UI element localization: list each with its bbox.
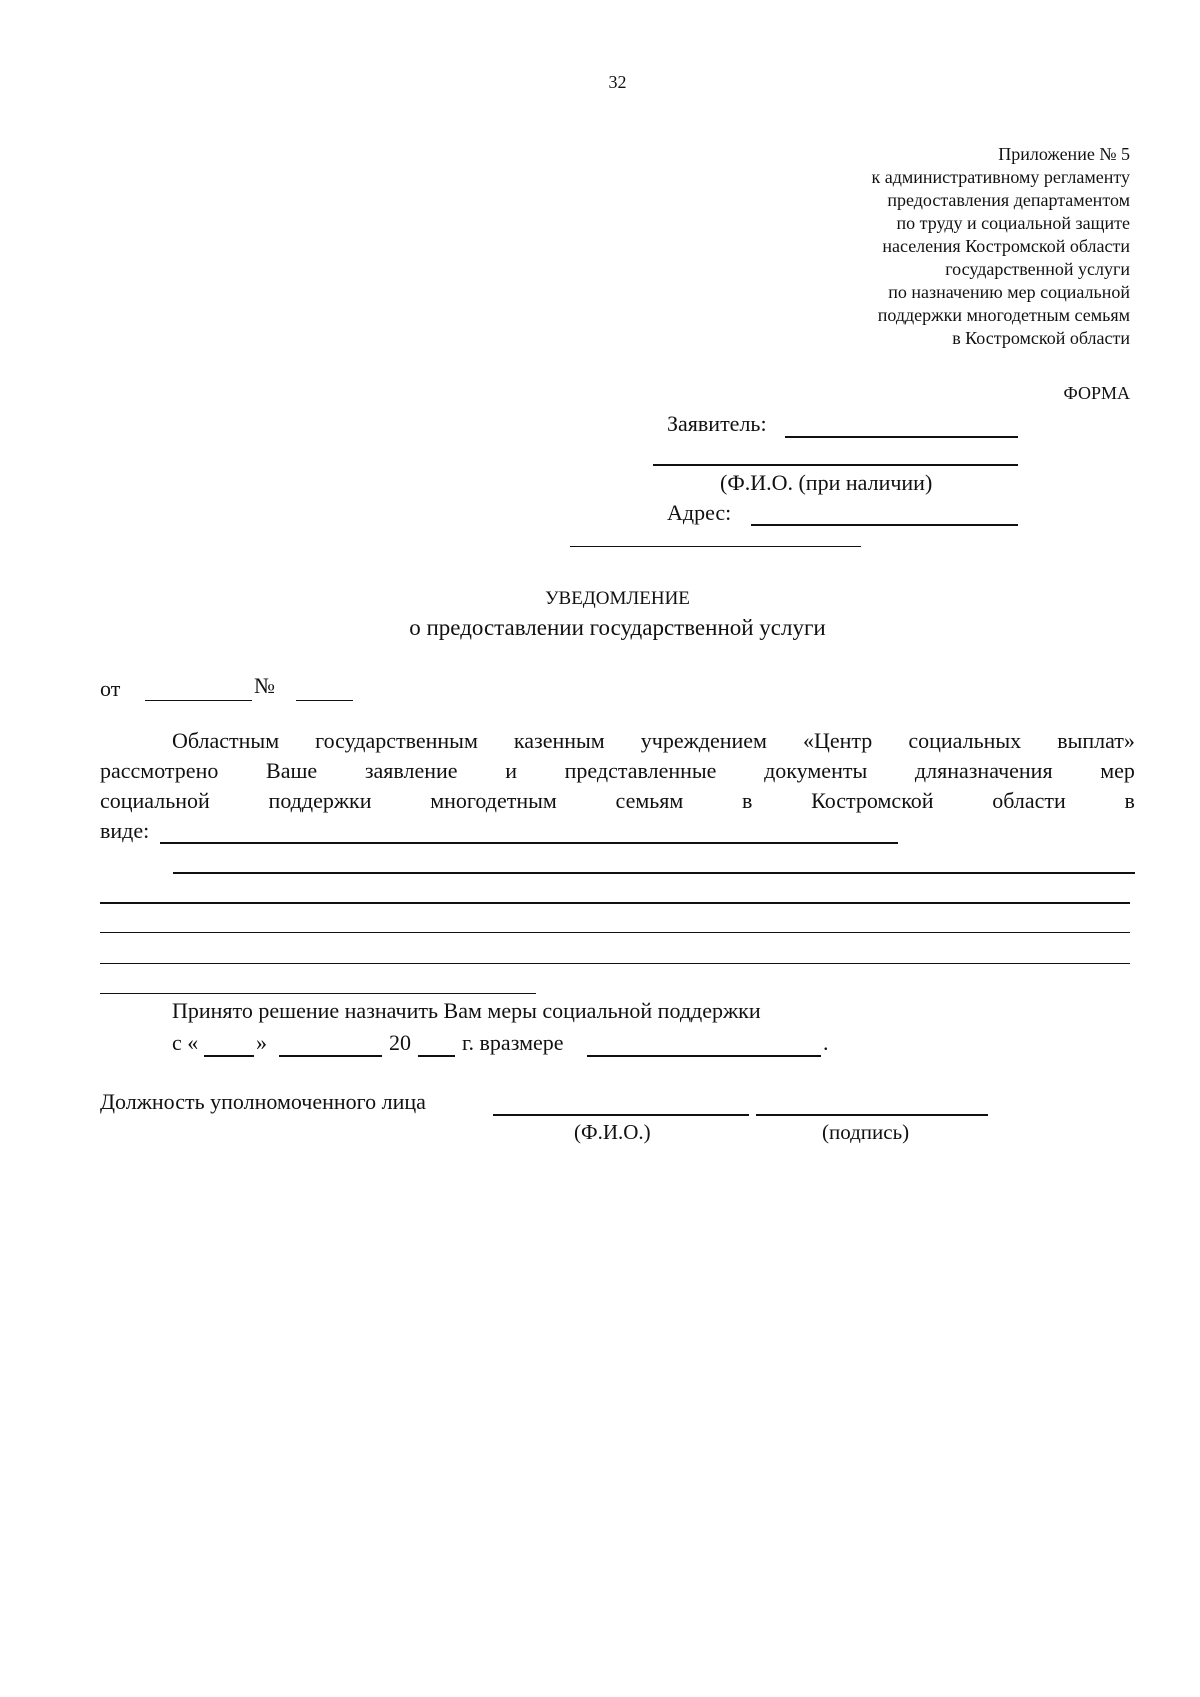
appendix-line: по труду и социальной защите — [896, 213, 1130, 233]
word: области — [992, 788, 1066, 813]
appendix-line: государственной услуги — [945, 259, 1130, 279]
word: государственным — [315, 728, 478, 753]
word: выплат» — [1057, 728, 1135, 753]
word: Областным — [172, 728, 280, 753]
word: социальной — [100, 788, 210, 813]
appendix-line: поддержки многодетным семьям — [877, 305, 1130, 325]
appendix-line: Приложение № 5 — [998, 144, 1130, 164]
number-sign: № — [254, 673, 275, 698]
decision-from-prefix: с « — [172, 1030, 199, 1055]
word: Ваше — [266, 758, 318, 783]
number-field[interactable] — [296, 700, 353, 701]
word: и — [505, 758, 517, 783]
appendix-line: по назначению мер социальной — [888, 282, 1130, 302]
word: социальных — [908, 728, 1022, 753]
word: заявление — [364, 758, 458, 783]
support-type-field[interactable] — [160, 842, 898, 844]
blank-line[interactable] — [100, 932, 1130, 933]
decision-line-1: Принято решение назначить Вам меры социальной поддержки — [172, 998, 761, 1023]
word: представленные — [564, 758, 717, 783]
word: учреждением — [640, 728, 767, 753]
year-prefix: 20 — [389, 1030, 411, 1055]
notice-title: УВЕДОМЛЕНИЕ — [545, 588, 690, 609]
blank-line[interactable] — [173, 872, 1135, 874]
blank-line[interactable] — [100, 902, 1130, 904]
blank-line[interactable] — [100, 993, 536, 994]
address-field-2[interactable] — [570, 546, 861, 547]
form-label: ФОРМА — [1063, 383, 1130, 403]
page-number: 32 — [608, 72, 627, 92]
word: казенным — [513, 728, 605, 753]
position-label: Должность уполномоченного лица — [100, 1089, 426, 1114]
amount-field[interactable] — [587, 1055, 821, 1057]
applicant-label: Заявитель: — [667, 411, 767, 436]
signature-field[interactable] — [756, 1114, 988, 1116]
date-field[interactable] — [145, 700, 252, 701]
fio-caption: (Ф.И.О.) — [574, 1120, 651, 1144]
word: мер — [1100, 758, 1135, 783]
signature-caption: (подпись) — [822, 1120, 910, 1144]
official-name-field[interactable] — [493, 1114, 749, 1116]
word: многодетным — [430, 788, 557, 813]
notice-subtitle: о предоставлении государственной услуги — [409, 615, 826, 640]
address-label: Адрес: — [667, 500, 732, 525]
end-dot: . — [823, 1030, 829, 1055]
applicant-name-field-2[interactable] — [653, 464, 1018, 466]
word: рассмотрено — [100, 758, 219, 783]
month-field[interactable] — [279, 1055, 382, 1057]
word: в — [1124, 788, 1135, 813]
word: документы — [764, 758, 868, 783]
word: поддержки — [268, 788, 372, 813]
year-suffix: г. вразмере — [462, 1030, 564, 1055]
paragraph-line-2 — [100, 758, 1135, 784]
word: семьям — [615, 788, 684, 813]
word: «Центр — [803, 728, 873, 753]
paragraph-line-4-label: виде: — [100, 818, 150, 843]
word: в — [742, 788, 753, 813]
word: Костромской — [811, 788, 934, 813]
paragraph-line-3 — [100, 788, 1135, 814]
applicant-name-field[interactable] — [785, 436, 1018, 438]
appendix-line: в Костромской области — [952, 328, 1130, 348]
address-field[interactable] — [751, 524, 1018, 526]
appendix-line: к административному регламенту — [871, 167, 1130, 187]
blank-line[interactable] — [100, 963, 1130, 964]
appendix-line: предоставления департаментом — [887, 190, 1130, 210]
day-field[interactable] — [204, 1055, 254, 1057]
quote-close: » — [256, 1030, 267, 1055]
year-field[interactable] — [418, 1055, 455, 1057]
appendix-block — [871, 143, 1130, 350]
appendix-line: населения Костромской области — [882, 236, 1130, 256]
date-prefix: от — [100, 676, 121, 701]
paragraph-line-1 — [172, 728, 1135, 754]
applicant-fio-caption: (Ф.И.О. (при наличии) — [720, 470, 933, 495]
word: дляназначения — [914, 758, 1053, 783]
